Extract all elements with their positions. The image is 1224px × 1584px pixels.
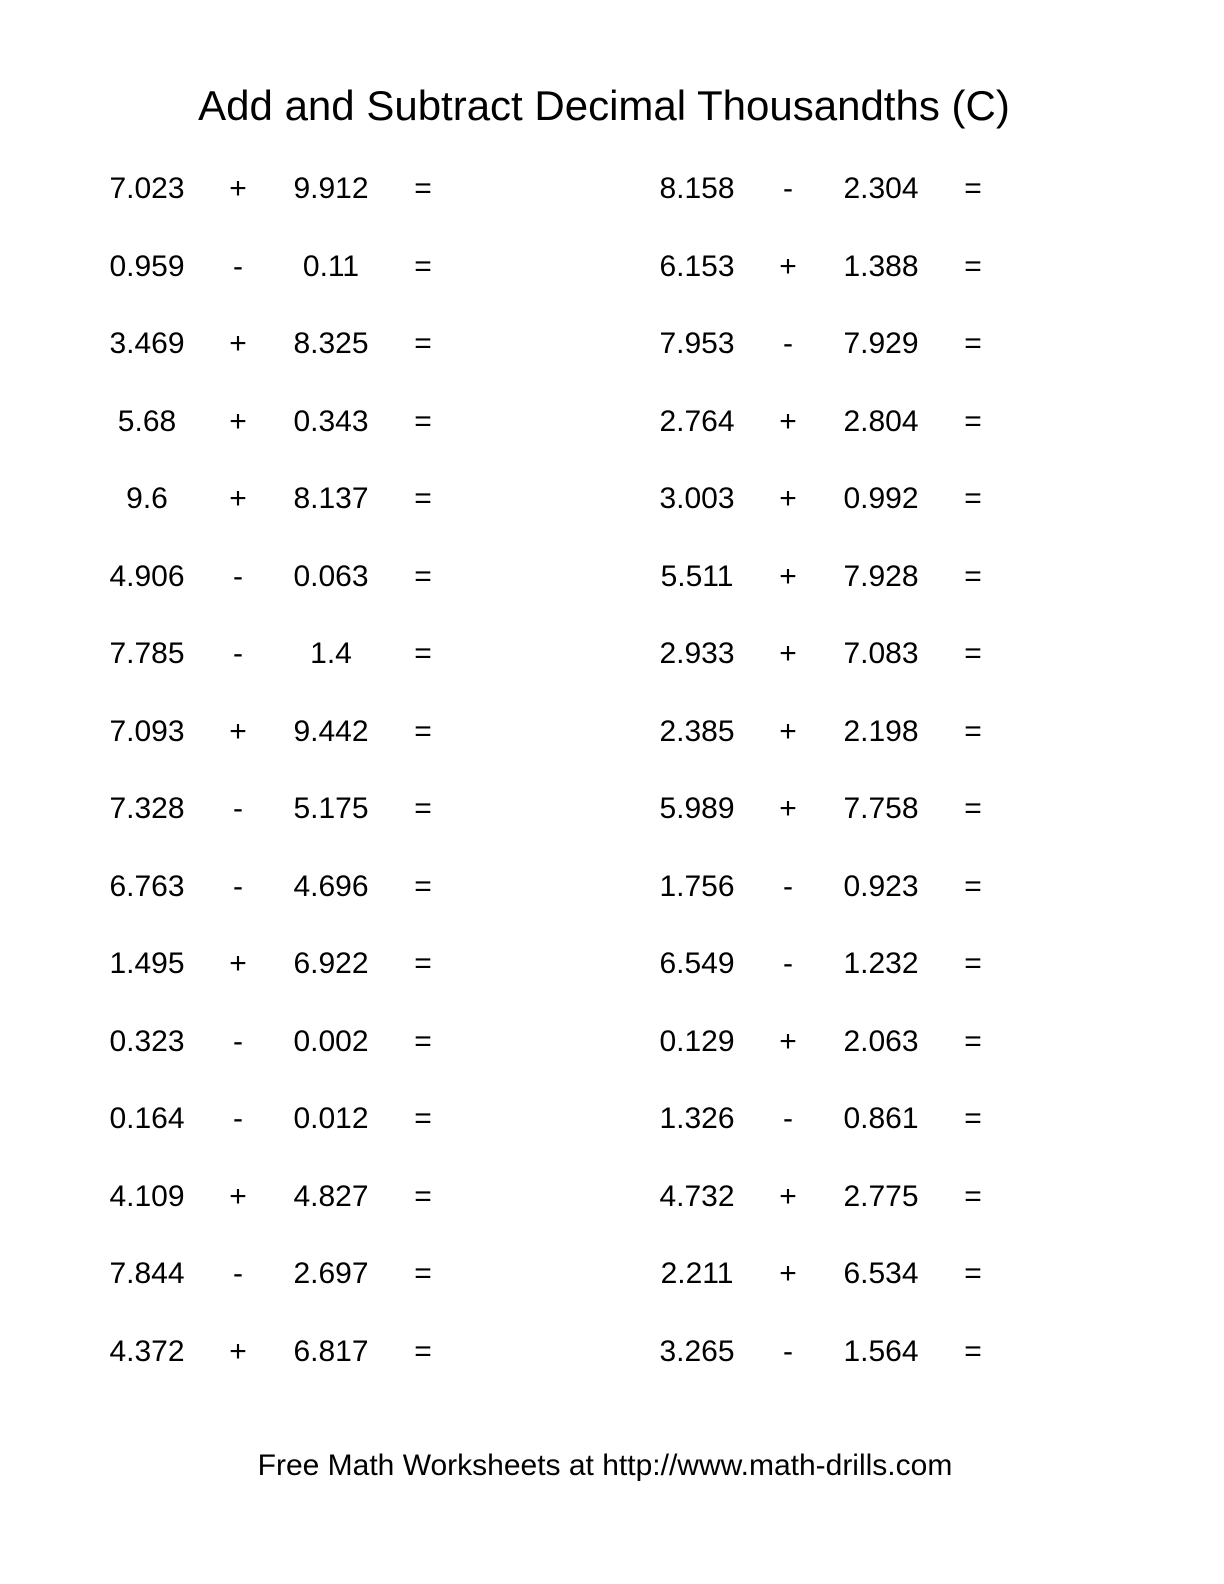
problem-row [84,1090,504,1168]
equals-sign: = [414,637,432,670]
problem-row [634,238,1054,316]
problem-row [84,1168,504,1246]
first-operand: 5.989 [659,792,735,825]
problem-row [634,1090,1054,1168]
problem-row [84,470,504,548]
second-operand: 4.827 [293,1179,369,1213]
first-operand: 7.785 [109,637,185,670]
first-operand: 7.023 [109,172,185,205]
first-operand: 7.093 [109,714,185,748]
second-operand: 0.11 [302,249,360,283]
problem-row [634,548,1054,626]
first-operand: 0.129 [659,1024,735,1058]
equals-sign: = [414,1102,432,1135]
equals-sign: = [414,482,432,515]
problem-row [84,935,504,1013]
first-operand: 5.68 [117,404,177,438]
equals-sign: = [414,1334,432,1368]
operator: - [233,869,243,903]
operator: + [779,482,797,515]
problem-row [634,703,1054,781]
operator: + [779,1179,797,1213]
problem-row [84,160,504,238]
equals-sign: = [414,172,432,205]
second-operand: 7.929 [843,327,919,360]
equals-sign: = [414,559,432,593]
equals-sign: = [964,869,982,903]
right-problem-column [634,160,1054,1400]
problem-row [634,935,1054,1013]
first-operand: 0.959 [109,249,185,283]
first-operand: 0.164 [109,1102,185,1135]
problem-row [84,238,504,316]
problem-row [634,470,1054,548]
second-operand: 0.992 [843,482,919,515]
operator: - [233,1257,243,1290]
equals-sign: = [414,404,432,438]
problem-row [634,780,1054,858]
second-operand: 0.012 [293,1102,369,1135]
operator: + [229,1179,247,1213]
operator: + [779,637,797,670]
problem-row [84,703,504,781]
first-operand: 8.158 [659,172,735,205]
second-operand: 2.304 [843,172,919,205]
operator: + [229,172,247,205]
operator: - [783,1102,793,1135]
operator: - [233,249,243,283]
operator: - [233,1102,243,1135]
second-operand: 1.232 [843,947,919,980]
second-operand: 2.804 [843,404,919,438]
second-operand: 9.442 [293,714,369,748]
problem-row [84,1013,504,1091]
second-operand: 2.063 [843,1024,919,1058]
problem-row [84,393,504,471]
operator: + [229,482,247,515]
problem-row [634,160,1054,238]
operator: - [783,327,793,360]
equals-sign: = [414,327,432,360]
equals-sign: = [414,792,432,825]
second-operand: 6.817 [293,1334,369,1368]
second-operand: 7.083 [843,637,919,670]
operator: - [233,637,243,670]
operator: - [233,1024,243,1058]
operator: + [779,249,797,283]
second-operand: 1.4 [310,637,352,670]
left-problem-column [84,160,504,1400]
first-operand: 2.211 [660,1257,734,1290]
first-operand: 0.323 [109,1024,185,1058]
problem-row [634,858,1054,936]
equals-sign: = [414,249,432,283]
equals-sign: = [964,1179,982,1213]
second-operand: 2.198 [843,714,919,748]
second-operand: 2.775 [843,1179,919,1213]
second-operand: 8.325 [293,327,369,360]
operator: - [783,947,793,980]
problem-row [84,1323,504,1401]
equals-sign: = [414,1257,432,1290]
problem-row [84,1245,504,1323]
first-operand: 3.265 [659,1334,735,1368]
operator: - [233,792,243,825]
operator: + [779,559,797,593]
operator: + [779,792,797,825]
problem-row [634,1323,1054,1401]
problem-row [634,1245,1054,1323]
first-operand: 7.953 [659,327,735,360]
second-operand: 0.063 [293,559,369,593]
footer-credit: Free Math Worksheets at http://www.math-drills.com [257,1449,953,1482]
first-operand: 2.764 [659,404,735,438]
equals-sign: = [964,559,982,593]
worksheet-title: Add and Subtract Decimal Thousandths (C) [198,82,1010,129]
first-operand: 1.756 [659,869,735,903]
second-operand: 0.861 [843,1102,919,1135]
equals-sign: = [414,1179,432,1213]
equals-sign: = [414,1024,432,1058]
first-operand: 4.109 [109,1179,185,1213]
operator: + [779,1024,797,1058]
first-operand: 5.511 [660,559,734,593]
equals-sign: = [964,1102,982,1135]
first-operand: 7.328 [109,792,185,825]
equals-sign: = [964,792,982,825]
equals-sign: = [964,327,982,360]
second-operand: 7.928 [843,559,919,593]
equals-sign: = [964,404,982,438]
equals-sign: = [964,714,982,748]
second-operand: 0.002 [293,1024,369,1058]
first-operand: 4.732 [659,1179,735,1213]
problem-row [84,780,504,858]
operator: + [229,404,247,438]
equals-sign: = [964,1257,982,1290]
first-operand: 4.906 [109,559,185,593]
operator: + [229,714,247,748]
operator: + [229,1334,247,1368]
operator: - [783,869,793,903]
operator: - [783,172,793,205]
operator: + [779,714,797,748]
problem-row [634,393,1054,471]
equals-sign: = [964,1334,982,1368]
second-operand: 1.388 [843,249,919,283]
second-operand: 8.137 [293,482,369,515]
equals-sign: = [414,714,432,748]
equals-sign: = [414,869,432,903]
equals-sign: = [964,249,982,283]
problem-row [84,625,504,703]
second-operand: 0.343 [293,404,369,438]
problem-row [84,315,504,393]
equals-sign: = [964,172,982,205]
equals-sign: = [964,482,982,515]
operator: - [233,559,243,593]
first-operand: 2.933 [659,637,735,670]
second-operand: 9.912 [293,172,369,205]
equals-sign: = [964,947,982,980]
first-operand: 4.372 [109,1334,185,1368]
problem-row [634,1013,1054,1091]
problem-row [634,1168,1054,1246]
equals-sign: = [964,1024,982,1058]
equals-sign: = [964,637,982,670]
first-operand: 3.469 [109,327,185,360]
first-operand: 6.549 [659,947,735,980]
first-operand: 2.385 [659,714,735,748]
first-operand: 6.153 [659,249,735,283]
operator: + [229,327,247,360]
second-operand: 0.923 [843,869,919,903]
second-operand: 1.564 [843,1334,919,1368]
second-operand: 5.175 [293,792,369,825]
problem-row [634,315,1054,393]
operator: + [779,404,797,438]
operator: - [783,1334,793,1368]
problem-row [634,625,1054,703]
second-operand: 6.534 [843,1257,919,1290]
first-operand: 1.326 [659,1102,735,1135]
second-operand: 2.697 [293,1257,369,1290]
first-operand: 6.763 [109,869,185,903]
equals-sign: = [414,947,432,980]
operator: + [779,1257,797,1290]
second-operand: 4.696 [293,869,369,903]
problem-row [84,548,504,626]
second-operand: 6.922 [293,947,369,980]
first-operand: 1.495 [109,947,185,980]
first-operand: 9.6 [126,482,168,515]
first-operand: 7.844 [109,1257,185,1290]
second-operand: 7.758 [843,792,919,825]
operator: + [229,947,247,980]
first-operand: 3.003 [659,482,735,515]
problem-row [84,858,504,936]
